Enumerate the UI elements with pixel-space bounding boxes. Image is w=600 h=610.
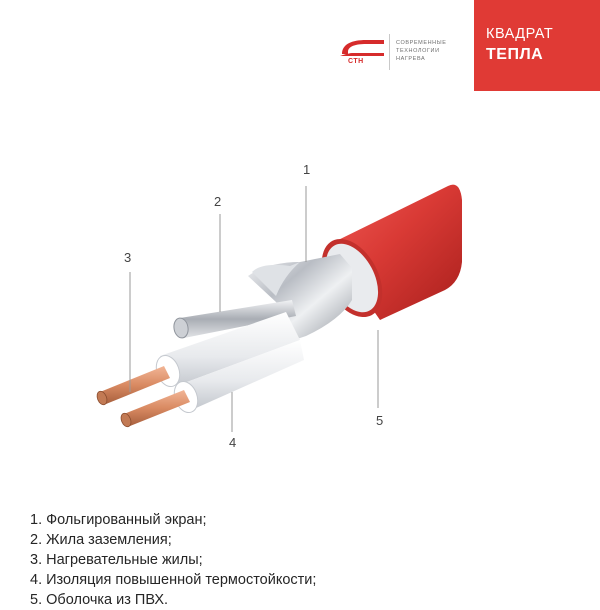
logo-tagline-line-2: ТЕХНОЛОГИИ [396, 48, 440, 54]
logo-divider [389, 34, 390, 70]
logo-tagline-line-3: НАГРЕВА [396, 56, 426, 62]
callout-2: 2 [214, 194, 222, 209]
callout-4: 4 [229, 435, 237, 450]
cth-logo [338, 34, 458, 74]
cable-illustration [0, 130, 600, 470]
legend-list [30, 510, 316, 610]
legend-item: 5. Оболочка из ПВХ. [30, 592, 169, 608]
legend-item: 3. Нагревательные жилы; [30, 552, 203, 568]
brand-line-1: КВАДРАТ [486, 26, 554, 42]
legend-item: 1. Фольгированный экран; [30, 512, 207, 528]
callout-1: 1 [303, 162, 311, 177]
brand-line-2: ТЕПЛА [486, 46, 544, 63]
legend-item: 2. Жила заземления; [30, 532, 172, 548]
logo-tagline [396, 39, 458, 63]
cth-logo-mark-icon [338, 36, 386, 58]
logo-tagline-line-1: СОВРЕМЕННЫЕ [396, 40, 447, 46]
logo-abbreviation: СТН [348, 58, 364, 65]
callout-5: 5 [376, 413, 384, 428]
legend-item: 4. Изоляция повышенной термостойкости; [30, 572, 317, 588]
brand-block [474, 0, 600, 91]
copper-conductor-lower [119, 390, 190, 428]
callout-3: 3 [124, 250, 132, 265]
